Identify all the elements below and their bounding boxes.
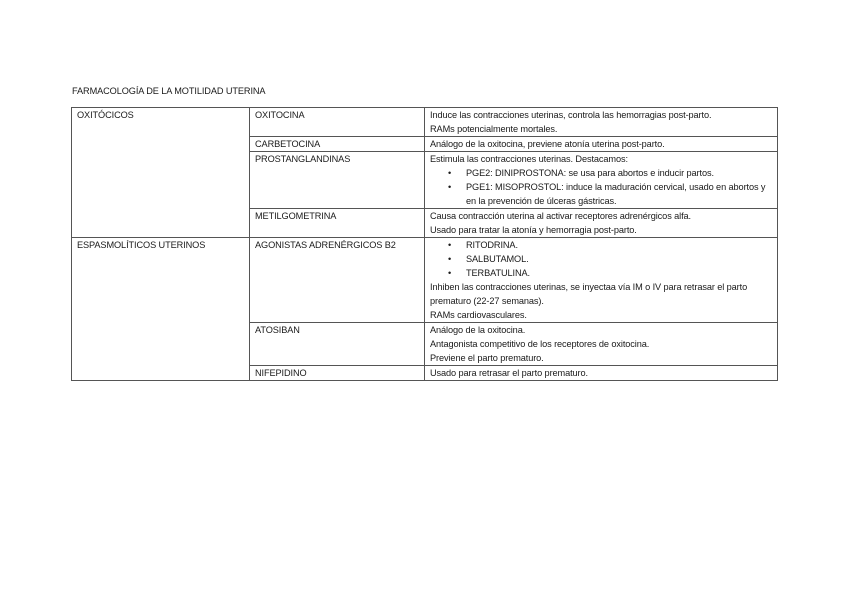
drug-cell: METILGOMETRINA — [250, 209, 425, 238]
description-line: Antagonista competitivo de los receptores de oxitocina. — [430, 339, 650, 349]
description-cell — [425, 209, 778, 238]
bullet-list — [430, 238, 772, 280]
drug-cell: NIFEPIDINO — [250, 366, 425, 381]
description-line: Usado para tratar la atonía y hemorragia post-parto. — [430, 225, 637, 235]
description-cell — [425, 152, 778, 209]
category-cell: OXITÓCICOS — [72, 108, 250, 238]
description-cell — [425, 323, 778, 366]
description-line: Previene el parto prematuro. — [430, 353, 544, 363]
bullet-item: • PGE1: MISOPROSTOL: induce la maduración cervical, usado en abortos y en la prevención de úlceras gástricas. — [466, 180, 772, 208]
bullet-item: • PGE2: DINIPROSTONA: se usa para abortos e inducir partos. — [466, 166, 772, 180]
description-cell — [425, 366, 778, 381]
description-intro: Estimula las contracciones uterinas. Destacamos: — [430, 154, 628, 164]
drug-cell: PROSTANGLANDINAS — [250, 152, 425, 209]
description-cell — [425, 238, 778, 323]
drug-cell: ATOSIBAN — [250, 323, 425, 366]
description-cell — [425, 137, 778, 152]
drug-cell: AGONISTAS ADRENÉRGICOS B2 — [250, 238, 425, 323]
description-line: Induce las contracciones uterinas, controla las hemorragias post-parto. — [430, 110, 712, 120]
bullet-item: • SALBUTAMOL. — [466, 252, 772, 266]
bullet-item: • RITODRINA. — [466, 238, 772, 252]
bullet-list — [430, 166, 772, 208]
table-row — [72, 108, 778, 137]
description-cell — [425, 108, 778, 137]
description-line: Usado para retrasar el parto prematuro. — [430, 368, 588, 378]
drug-cell: CARBETOCINA — [250, 137, 425, 152]
description-line: RAMs cardiovasculares. — [430, 310, 527, 320]
category-cell: ESPASMOLÍTICOS UTERINOS — [72, 238, 250, 381]
description-line: RAMs potencialmente mortales. — [430, 124, 558, 134]
description-line: Causa contracción uterina al activar receptores adrenérgicos alfa. — [430, 211, 691, 221]
page-title: FARMACOLOGÍA DE LA MOTILIDAD UTERINA — [72, 86, 266, 96]
description-line: Análogo de la oxitocina, previene atonía uterina post-parto. — [430, 139, 665, 149]
description-line: Inhiben las contracciones uterinas, se inyectaa vía IM o IV para retrasar el parto prematuro (22-27 semanas). — [430, 282, 748, 306]
pharmacology-table — [71, 107, 778, 381]
drug-cell: OXITOCINA — [250, 108, 425, 137]
table-row — [72, 238, 778, 323]
bullet-item: • TERBATULINA. — [466, 266, 772, 280]
description-line: Análogo de la oxitocina. — [430, 325, 526, 335]
